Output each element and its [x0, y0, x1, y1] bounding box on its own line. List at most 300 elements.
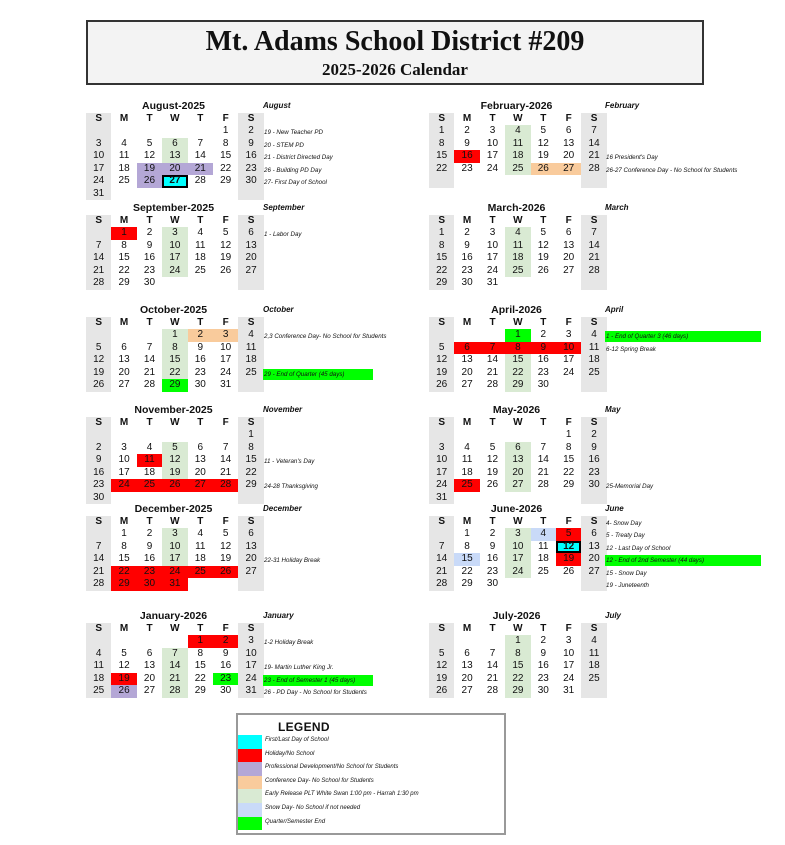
weekday-header: S	[247, 214, 255, 226]
note-item: 2,3 Conference Day- No School for Students	[264, 333, 387, 340]
month-name: May-2026	[492, 404, 541, 416]
note-item: 21 - District Directed Day	[264, 154, 333, 161]
weekday-header: T	[489, 416, 496, 428]
calendar-day: 16	[537, 660, 549, 671]
calendar-day: 28	[436, 578, 448, 589]
calendar-day: 21	[220, 466, 232, 478]
calendar-day: 26	[436, 685, 448, 696]
calendar-day: 26	[537, 264, 549, 276]
calendar-day: 11	[118, 150, 130, 161]
calendar-day: 3	[248, 635, 254, 646]
legend-label: Quarter/Semester End	[265, 818, 326, 825]
calendar-day: 18	[505, 150, 530, 163]
calendar-day: 27	[461, 379, 473, 390]
calendar-day: 25	[194, 264, 206, 276]
calendar-day: 13	[194, 454, 206, 465]
weekday-header: S	[95, 515, 103, 527]
calendar-day: 18	[588, 660, 600, 671]
calendar-day: 25	[588, 672, 600, 684]
calendar-day: 25	[118, 175, 130, 186]
month-name: February-2026	[480, 100, 553, 112]
calendar-day: 17	[162, 252, 187, 265]
calendar-day: 22	[194, 672, 206, 684]
note-item: 29 - End of Quarter (45 days)	[263, 369, 373, 380]
calendar-day: 27	[162, 175, 187, 188]
calendar-day: 12	[162, 454, 187, 467]
calendar-day: 9	[222, 647, 229, 659]
calendar-day: 24	[563, 366, 575, 378]
calendar-day: 29	[194, 685, 206, 696]
weekday-header: F	[565, 416, 572, 428]
calendar-day: 23	[194, 366, 206, 378]
note-item: 4- Snow Day	[606, 519, 642, 527]
calendar-day: 28	[194, 175, 206, 186]
calendar-day: 2	[591, 429, 597, 440]
calendar-day: 23	[93, 479, 105, 490]
calendar-day: 7	[489, 647, 496, 659]
calendar-day: 24	[436, 479, 448, 490]
calendar-day: 4	[95, 647, 102, 659]
note-item: 1 - End of Quarter 3 (46 days)	[605, 331, 761, 342]
calendar-day: 21	[486, 366, 499, 378]
calendar-day: 1	[162, 329, 187, 342]
calendar-day: 23	[537, 672, 549, 684]
calendar-day: 26	[531, 163, 556, 176]
weekday-header: M	[462, 214, 472, 226]
calendar-day: 6	[197, 441, 204, 453]
month-may-2026	[429, 404, 604, 502]
legend-row	[238, 803, 506, 817]
calendar-day: 23	[213, 673, 238, 686]
calendar-day: 31	[162, 578, 187, 591]
calendar-day: 19	[486, 466, 499, 478]
calendar-day: 4	[146, 441, 153, 453]
calendar-day: 9	[540, 647, 547, 659]
calendar-day: 19	[537, 150, 549, 161]
calendar-day: 4	[591, 329, 597, 340]
legend-label: Early Release PLT White Swan 1:00 pm - Harrah 1:30 pm	[265, 791, 419, 798]
calendar-day: 28	[93, 277, 105, 288]
note-item: 19 - Juneteenth	[606, 582, 650, 589]
month-april-2026	[429, 304, 604, 402]
weekday-header: F	[222, 416, 229, 428]
weekday-header: M	[119, 316, 129, 328]
calendar-day: 6	[121, 341, 127, 353]
weekday-header: M	[462, 416, 472, 428]
month-june-2026	[429, 503, 604, 601]
calendar-day: 22	[118, 264, 130, 276]
calendar-day: 2	[188, 329, 213, 342]
calendar-day: 27	[505, 479, 530, 492]
calendar-day: 21	[143, 366, 156, 378]
calendar-day: 11	[195, 540, 206, 552]
calendar-day: 18	[537, 553, 549, 564]
weekday-header: S	[95, 622, 103, 634]
calendar-day: 12	[537, 137, 549, 149]
calendar-day: 22	[505, 673, 530, 686]
note-item: 19- Martin Luther King Jr.	[264, 664, 334, 671]
calendar-day: 20	[563, 150, 575, 161]
calendar-day: 18	[93, 672, 105, 684]
calendar-day: 1	[222, 125, 229, 136]
calendar-day: 24	[505, 566, 530, 579]
weekday-header: M	[462, 112, 472, 124]
calendar-day: 13	[143, 660, 156, 671]
weekday-header: S	[590, 416, 598, 428]
month-august-2025	[86, 100, 261, 198]
calendar-day: 9	[146, 239, 153, 251]
legend-swatch	[238, 817, 262, 831]
month-name: January-2026	[139, 610, 208, 622]
weekday-header: F	[565, 112, 572, 124]
calendar-day: 10	[486, 137, 499, 149]
calendar-day: 26	[563, 565, 575, 577]
calendar-day: 1	[505, 329, 530, 342]
calendar-day: 20	[245, 553, 257, 564]
calendar-day: 5	[95, 341, 102, 353]
month-name: August-2025	[141, 100, 205, 112]
calendar-day: 9	[197, 341, 204, 353]
calendar-day: 10	[556, 342, 581, 355]
calendar-day: 22	[220, 162, 232, 174]
legend-row	[238, 776, 506, 790]
calendar-day: 3	[162, 227, 187, 240]
calendar-day: 16	[194, 354, 206, 365]
weekday-header: F	[222, 112, 229, 124]
calendar-day: 1	[248, 429, 254, 440]
legend-row	[238, 735, 506, 749]
legend-label: Professional Development/No School for Students	[265, 764, 399, 771]
calendar-day: 22	[162, 367, 187, 380]
calendar-day: 11	[505, 240, 530, 253]
calendar-day: 13	[461, 354, 473, 365]
calendar-day: 20	[563, 252, 575, 263]
calendar-day: 19	[556, 553, 581, 566]
calendar-day: 28	[162, 685, 187, 698]
calendar-day: 23	[137, 566, 162, 579]
calendar-day: 28	[486, 685, 499, 696]
calendar-day: 21	[93, 565, 105, 577]
weekday-header: W	[170, 214, 180, 226]
calendar-day: 3	[162, 528, 187, 541]
calendar-day: 22	[436, 264, 448, 276]
calendar-day: 1	[565, 429, 572, 440]
weekday-header: S	[438, 416, 446, 428]
weekday-header: S	[590, 112, 598, 124]
weekday-header: T	[197, 416, 204, 428]
legend-swatch	[238, 749, 262, 763]
weekday-header: S	[438, 112, 446, 124]
calendar-day: 5	[438, 647, 445, 659]
note-item: 5 - Treaty Day	[606, 532, 645, 539]
calendar-day: 5	[556, 528, 581, 541]
calendar-day: 21	[188, 163, 213, 176]
calendar-day: 16	[588, 454, 600, 465]
note-item: 16 President's Day	[606, 154, 658, 161]
calendar-day: 6	[162, 138, 187, 151]
calendar-day: 20	[245, 252, 257, 263]
calendar-day: 14	[486, 354, 499, 365]
calendar-day: 10	[245, 647, 257, 659]
weekday-header: S	[95, 316, 103, 328]
calendar-day: 16	[143, 252, 156, 263]
notes-heading: September	[263, 203, 305, 212]
calendar-day: 31	[220, 379, 232, 390]
calendar-day: 19	[137, 163, 162, 176]
weekday-header: T	[197, 112, 204, 124]
notes-heading: February	[605, 101, 640, 110]
calendar-day: 8	[121, 540, 127, 552]
weekday-header: T	[489, 515, 496, 527]
calendar-day: 11	[245, 341, 257, 353]
calendar-day: 29	[162, 379, 187, 392]
notes-heading: April	[605, 305, 624, 314]
weekday-header: W	[170, 112, 180, 124]
notes-heading: March	[605, 203, 629, 212]
month-october-2025	[86, 304, 261, 402]
calendar-day: 17	[162, 553, 187, 566]
weekday-header: F	[565, 622, 572, 634]
calendar-day: 7	[197, 137, 204, 149]
calendar-day: 25	[537, 565, 549, 577]
calendar-day: 29	[245, 479, 257, 490]
calendar-day: 18	[505, 252, 530, 265]
calendar-day: 19	[436, 672, 448, 684]
weekday-header: F	[222, 622, 229, 634]
calendar-day: 11	[461, 454, 473, 465]
calendar-year-subtitle: 2025-2026 Calendar	[322, 60, 468, 79]
calendar-day: 27	[143, 685, 156, 696]
calendar-day: 12	[220, 540, 232, 552]
notes-heading: July	[605, 611, 622, 620]
calendar-day: 24	[486, 264, 499, 276]
calendar-day: 23	[588, 466, 600, 478]
calendar-day: 9	[146, 540, 153, 552]
legend-title: LEGEND	[278, 720, 330, 734]
calendar-day: 6	[146, 647, 153, 659]
calendar-day: 23	[486, 565, 499, 577]
calendar-day: 3	[489, 125, 496, 136]
district-title: Mt. Adams School District #209	[205, 26, 585, 57]
calendar-day: 3	[565, 329, 572, 340]
calendar-day: 8	[565, 441, 572, 453]
calendar-day: 16	[461, 252, 473, 263]
calendar-day: 28	[213, 479, 238, 492]
note-item: 6-12 Spring Break	[606, 345, 656, 353]
calendar-day: 18	[194, 553, 206, 564]
calendar-day: 4	[197, 227, 204, 238]
weekday-header: F	[565, 214, 572, 226]
calendar-day: 17	[436, 466, 448, 478]
calendar-day: 31	[486, 277, 499, 288]
calendar-day: 19	[111, 673, 136, 686]
calendar-day: 21	[588, 150, 600, 161]
calendar-day: 29	[111, 578, 136, 591]
month-november-2025	[86, 404, 261, 502]
calendar-day: 13	[563, 137, 575, 149]
calendar-day: 23	[461, 264, 473, 276]
legend-label: Snow Day- No School if not needed	[265, 805, 361, 811]
calendar-day: 7	[591, 227, 597, 238]
calendar-day: 14	[588, 137, 600, 149]
calendar-day: 30	[137, 578, 162, 591]
calendar-day: 8	[438, 137, 445, 149]
calendar-day: 29	[505, 685, 530, 698]
calendar-day: 22	[505, 367, 530, 380]
calendar-day: 4	[505, 227, 530, 240]
note-item: 19 - New Teacher PD	[264, 129, 323, 136]
month-january-2026	[86, 610, 261, 708]
month-name: July-2026	[492, 610, 541, 622]
weekday-header: W	[170, 416, 180, 428]
calendar-day: 22	[111, 566, 136, 579]
weekday-header: T	[489, 622, 496, 634]
calendar-day: 30	[220, 685, 232, 696]
weekday-header: F	[222, 316, 229, 328]
calendar-day: 20	[461, 366, 473, 378]
calendar-day: 2	[213, 635, 238, 648]
calendar-day: 17	[563, 354, 575, 365]
note-item: 12 - End of 2nd Semester (44 days)	[605, 555, 761, 566]
note-item: 1-2 Holiday Break	[264, 639, 314, 646]
calendar-day: 30	[486, 578, 499, 589]
calendar-day: 23	[461, 162, 473, 174]
notes-heading: January	[263, 611, 294, 620]
calendar-day: 30	[143, 277, 156, 288]
calendar-day: 6	[505, 442, 530, 455]
note-item: 26-27 Conference Day - No School for Students	[606, 166, 738, 174]
weekday-header: S	[438, 316, 446, 328]
weekday-header: M	[119, 416, 129, 428]
calendar-day: 14	[537, 454, 549, 465]
calendar-day: 11	[588, 647, 600, 659]
legend-swatch	[238, 776, 262, 790]
weekday-header: S	[247, 622, 255, 634]
notes-heading: October	[263, 305, 294, 314]
calendar-day: 15	[563, 454, 575, 465]
note-item: 15 - Snow Day	[606, 569, 647, 577]
calendar-day: 19	[436, 366, 448, 378]
weekday-header: M	[119, 214, 129, 226]
calendar-day: 4	[531, 528, 556, 541]
calendar-day: 30	[461, 277, 473, 288]
calendar-day: 13	[118, 354, 130, 365]
calendar-day: 18	[245, 354, 257, 365]
calendar-day: 12	[436, 354, 448, 365]
calendar-day: 4	[464, 441, 470, 453]
calendar-day: 8	[464, 540, 470, 552]
calendar-day: 2	[146, 227, 153, 238]
weekday-header: T	[540, 112, 547, 124]
calendar-day: 30	[537, 685, 549, 696]
calendar-day: 14	[220, 454, 232, 465]
weekday-header: T	[146, 622, 153, 634]
calendar-day: 17	[118, 466, 130, 478]
legend-box	[236, 713, 506, 835]
calendar-day: 8	[505, 648, 530, 661]
note-item: 12 - Last Day of School	[606, 544, 671, 552]
calendar-day: 15	[505, 354, 530, 367]
calendar-day: 8	[438, 239, 445, 251]
calendar-day: 13	[461, 660, 473, 671]
notes-heading: May	[605, 405, 621, 414]
weekday-header: M	[119, 112, 129, 124]
calendar-day: 27	[188, 479, 213, 492]
weekday-header: F	[222, 515, 229, 527]
month-name: June-2026	[490, 503, 543, 515]
weekday-header: S	[95, 112, 103, 124]
calendar-day: 22	[245, 466, 257, 478]
calendar-day: 2	[95, 441, 102, 453]
notes-heading: June	[605, 504, 624, 513]
calendar-day: 18	[461, 466, 473, 478]
calendar-day: 10	[220, 341, 232, 353]
note-item: 22-31 Holiday Break	[264, 557, 321, 564]
weekday-header: S	[590, 316, 598, 328]
calendar-day: 6	[565, 125, 572, 136]
calendar-day: 12	[486, 454, 499, 465]
calendar-day: 31	[93, 187, 105, 199]
weekday-header: S	[438, 515, 446, 527]
calendar-day: 9	[531, 342, 556, 355]
calendar-day: 11	[195, 239, 206, 251]
calendar-day: 24	[245, 672, 257, 684]
calendar-day: 16	[143, 553, 156, 564]
calendar-day: 30	[93, 491, 105, 503]
calendar-day: 21	[537, 466, 549, 478]
weekday-header: T	[197, 316, 204, 328]
calendar-day: 26	[137, 175, 162, 188]
calendar-day: 17	[93, 162, 105, 174]
weekday-header: M	[119, 622, 129, 634]
calendar-day: 14	[436, 553, 448, 564]
calendar-day: 17	[486, 252, 499, 263]
calendar-day: 26	[93, 379, 105, 390]
calendar-day: 13	[245, 239, 257, 251]
calendar-day: 4	[505, 125, 530, 138]
month-september-2025	[86, 202, 261, 300]
weekday-header: F	[222, 214, 229, 226]
weekday-header: W	[513, 316, 523, 328]
calendar-day: 2	[489, 528, 496, 539]
month-name: November-2025	[134, 404, 213, 416]
calendar-day: 4	[591, 635, 597, 646]
calendar-day: 14	[93, 252, 105, 263]
calendar-day: 12	[143, 150, 156, 161]
calendar-day: 1	[111, 227, 136, 240]
calendar-day: 6	[565, 227, 572, 238]
calendar-day: 9	[591, 441, 597, 453]
calendar-day: 23	[245, 162, 257, 174]
calendar-day: 29	[220, 175, 232, 186]
calendar-day: 5	[222, 227, 229, 238]
calendar-day: 9	[464, 137, 470, 149]
calendar-day: 30	[245, 175, 257, 186]
calendar-day: 15	[245, 454, 257, 465]
calendar-day: 25	[588, 366, 600, 378]
weekday-header: T	[146, 515, 153, 527]
month-name: March-2026	[487, 202, 546, 214]
weekday-header: T	[540, 416, 547, 428]
calendar-day: 6	[464, 647, 470, 659]
calendar-day: 2	[540, 635, 547, 646]
calendar-day: 30	[537, 379, 549, 390]
calendar-day: 6	[248, 227, 254, 238]
calendar-day: 1	[438, 125, 445, 136]
calendar-day: 14	[162, 660, 187, 673]
calendar-day: 29	[436, 277, 448, 288]
calendar-day: 7	[95, 239, 102, 251]
